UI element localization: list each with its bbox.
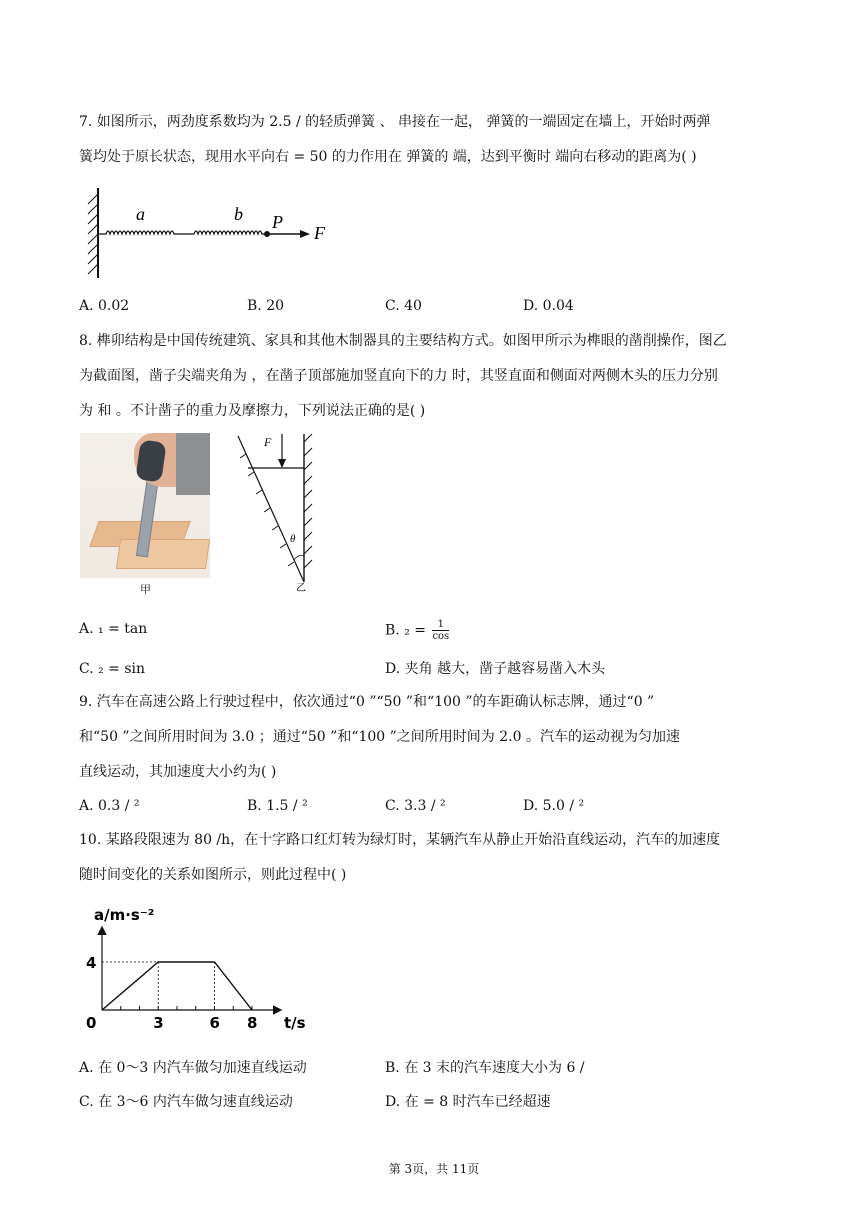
- q9-line-3: 直线运动，其加速度大小约为( ): [79, 764, 277, 780]
- q10-option-d[interactable]: D. 在 = 8 时汽车已经超速: [385, 1094, 551, 1110]
- theta-label: θ: [290, 533, 296, 545]
- label-f: F: [314, 223, 325, 243]
- q7-option-a[interactable]: A. 0.02: [79, 298, 130, 314]
- spring-b: [194, 231, 264, 234]
- x-tick-label: 0: [86, 1014, 97, 1032]
- q8-option-b-numerator: 1: [432, 619, 449, 631]
- x-axis-label: t/s: [284, 1014, 306, 1032]
- chisel-photo: [80, 433, 210, 578]
- x-tick-label: 3: [153, 1014, 164, 1032]
- q10-line-1: 10. 某路段限速为 80 /h，在十字路口红灯转为绿灯时，某辆汽车从静止开始沿直线运动，汽车的加速度: [79, 832, 721, 848]
- chisel-cross-section: [232, 432, 324, 592]
- series-line: [102, 962, 252, 1010]
- spring-a: [98, 231, 194, 234]
- q7-line-2: 簧均处于原长状态，现用水平向右 = 50 的力作用在 弹簧的 端，达到平衡时 端向右移动的距离为( ): [79, 149, 697, 165]
- q10-option-a[interactable]: A. 在 0～3 内汽车做匀加速直线运动: [79, 1060, 307, 1076]
- label-a: a: [136, 204, 145, 224]
- q7-option-d[interactable]: D. 0.04: [523, 298, 574, 314]
- q7-line-1: 7. 如图所示，两劲度系数均为 2.5 / 的轻质弹簧 、 串接在一起， 弹簧的一端固定在墙上，开始时两弹: [79, 114, 711, 130]
- q7-option-c[interactable]: C. 40: [385, 298, 422, 314]
- q9-option-a[interactable]: A. 0.3 / ²: [79, 798, 140, 814]
- q8-option-b-denominator: cos: [432, 631, 450, 642]
- q10-line-2: 随时间变化的关系如图所示，则此过程中( ): [79, 867, 347, 883]
- q9-option-c[interactable]: C. 3.3 / ²: [385, 798, 446, 814]
- q10-option-b[interactable]: B. 在 3 末的汽车速度大小为 6 /: [385, 1060, 585, 1076]
- q9-option-b[interactable]: B. 1.5 / ²: [247, 798, 308, 814]
- q9-option-d[interactable]: D. 5.0 / ²: [523, 798, 585, 814]
- q8-line-2: 为截面图，凿子尖端夹角为 ，在凿子顶部施加竖直向下的力 时，其竖直面和侧面对两侧木头的压力分别: [79, 368, 718, 384]
- y-axis-label: a/m·s⁻²: [94, 906, 155, 924]
- q8-option-a[interactable]: A. ₁ = tan: [79, 621, 148, 637]
- x-tick-label: 8: [247, 1014, 258, 1032]
- q9-line-2: 和“50 ”之间所用时间为 3.0 ；通过“50 ”和“100 ”之间所用时间为 2.0 。汽车的运动视为匀加速: [79, 729, 680, 745]
- q8-line-3: 为 和 。不计凿子的重力及摩擦力，下列说法正确的是( ): [79, 403, 426, 419]
- label-p: P: [272, 212, 283, 232]
- y-tick-label: 4: [86, 954, 97, 972]
- label-b: b: [234, 204, 243, 224]
- q8-option-b[interactable]: [385, 619, 449, 642]
- q10-option-c[interactable]: C. 在 3～6 内汽车做匀速直线运动: [79, 1094, 293, 1110]
- q7-option-b[interactable]: B. 20: [247, 298, 285, 314]
- q8-option-d[interactable]: D. 夹角 越大，凿子越容易凿入木头: [385, 661, 606, 677]
- acceleration-time-chart: [80, 898, 320, 1038]
- q9-line-1: 9. 汽车在高速公路上行驶过程中，依次通过“0 ”“50 ”和“100 ”的车距确认标志牌，通过“0 ”: [79, 694, 655, 710]
- page-footer: 第 3页，共 11页: [388, 1162, 480, 1176]
- q8-option-c[interactable]: C. ₂ = sin: [79, 661, 146, 677]
- q8-line-1: 8. 榫卯结构是中国传统建筑、家具和其他木制器具的主要结构方式。如图甲所示为榫眼的凿削操作，图乙: [79, 333, 727, 349]
- spring-diagram: [84, 188, 344, 280]
- q8-option-b-prefix: B. ₂ =: [385, 622, 426, 639]
- x-tick-label: 6: [209, 1014, 220, 1032]
- figure-yi-label: 乙: [296, 583, 306, 592]
- force-f-label: F: [264, 435, 272, 449]
- figure-jia-label: 甲: [140, 583, 151, 596]
